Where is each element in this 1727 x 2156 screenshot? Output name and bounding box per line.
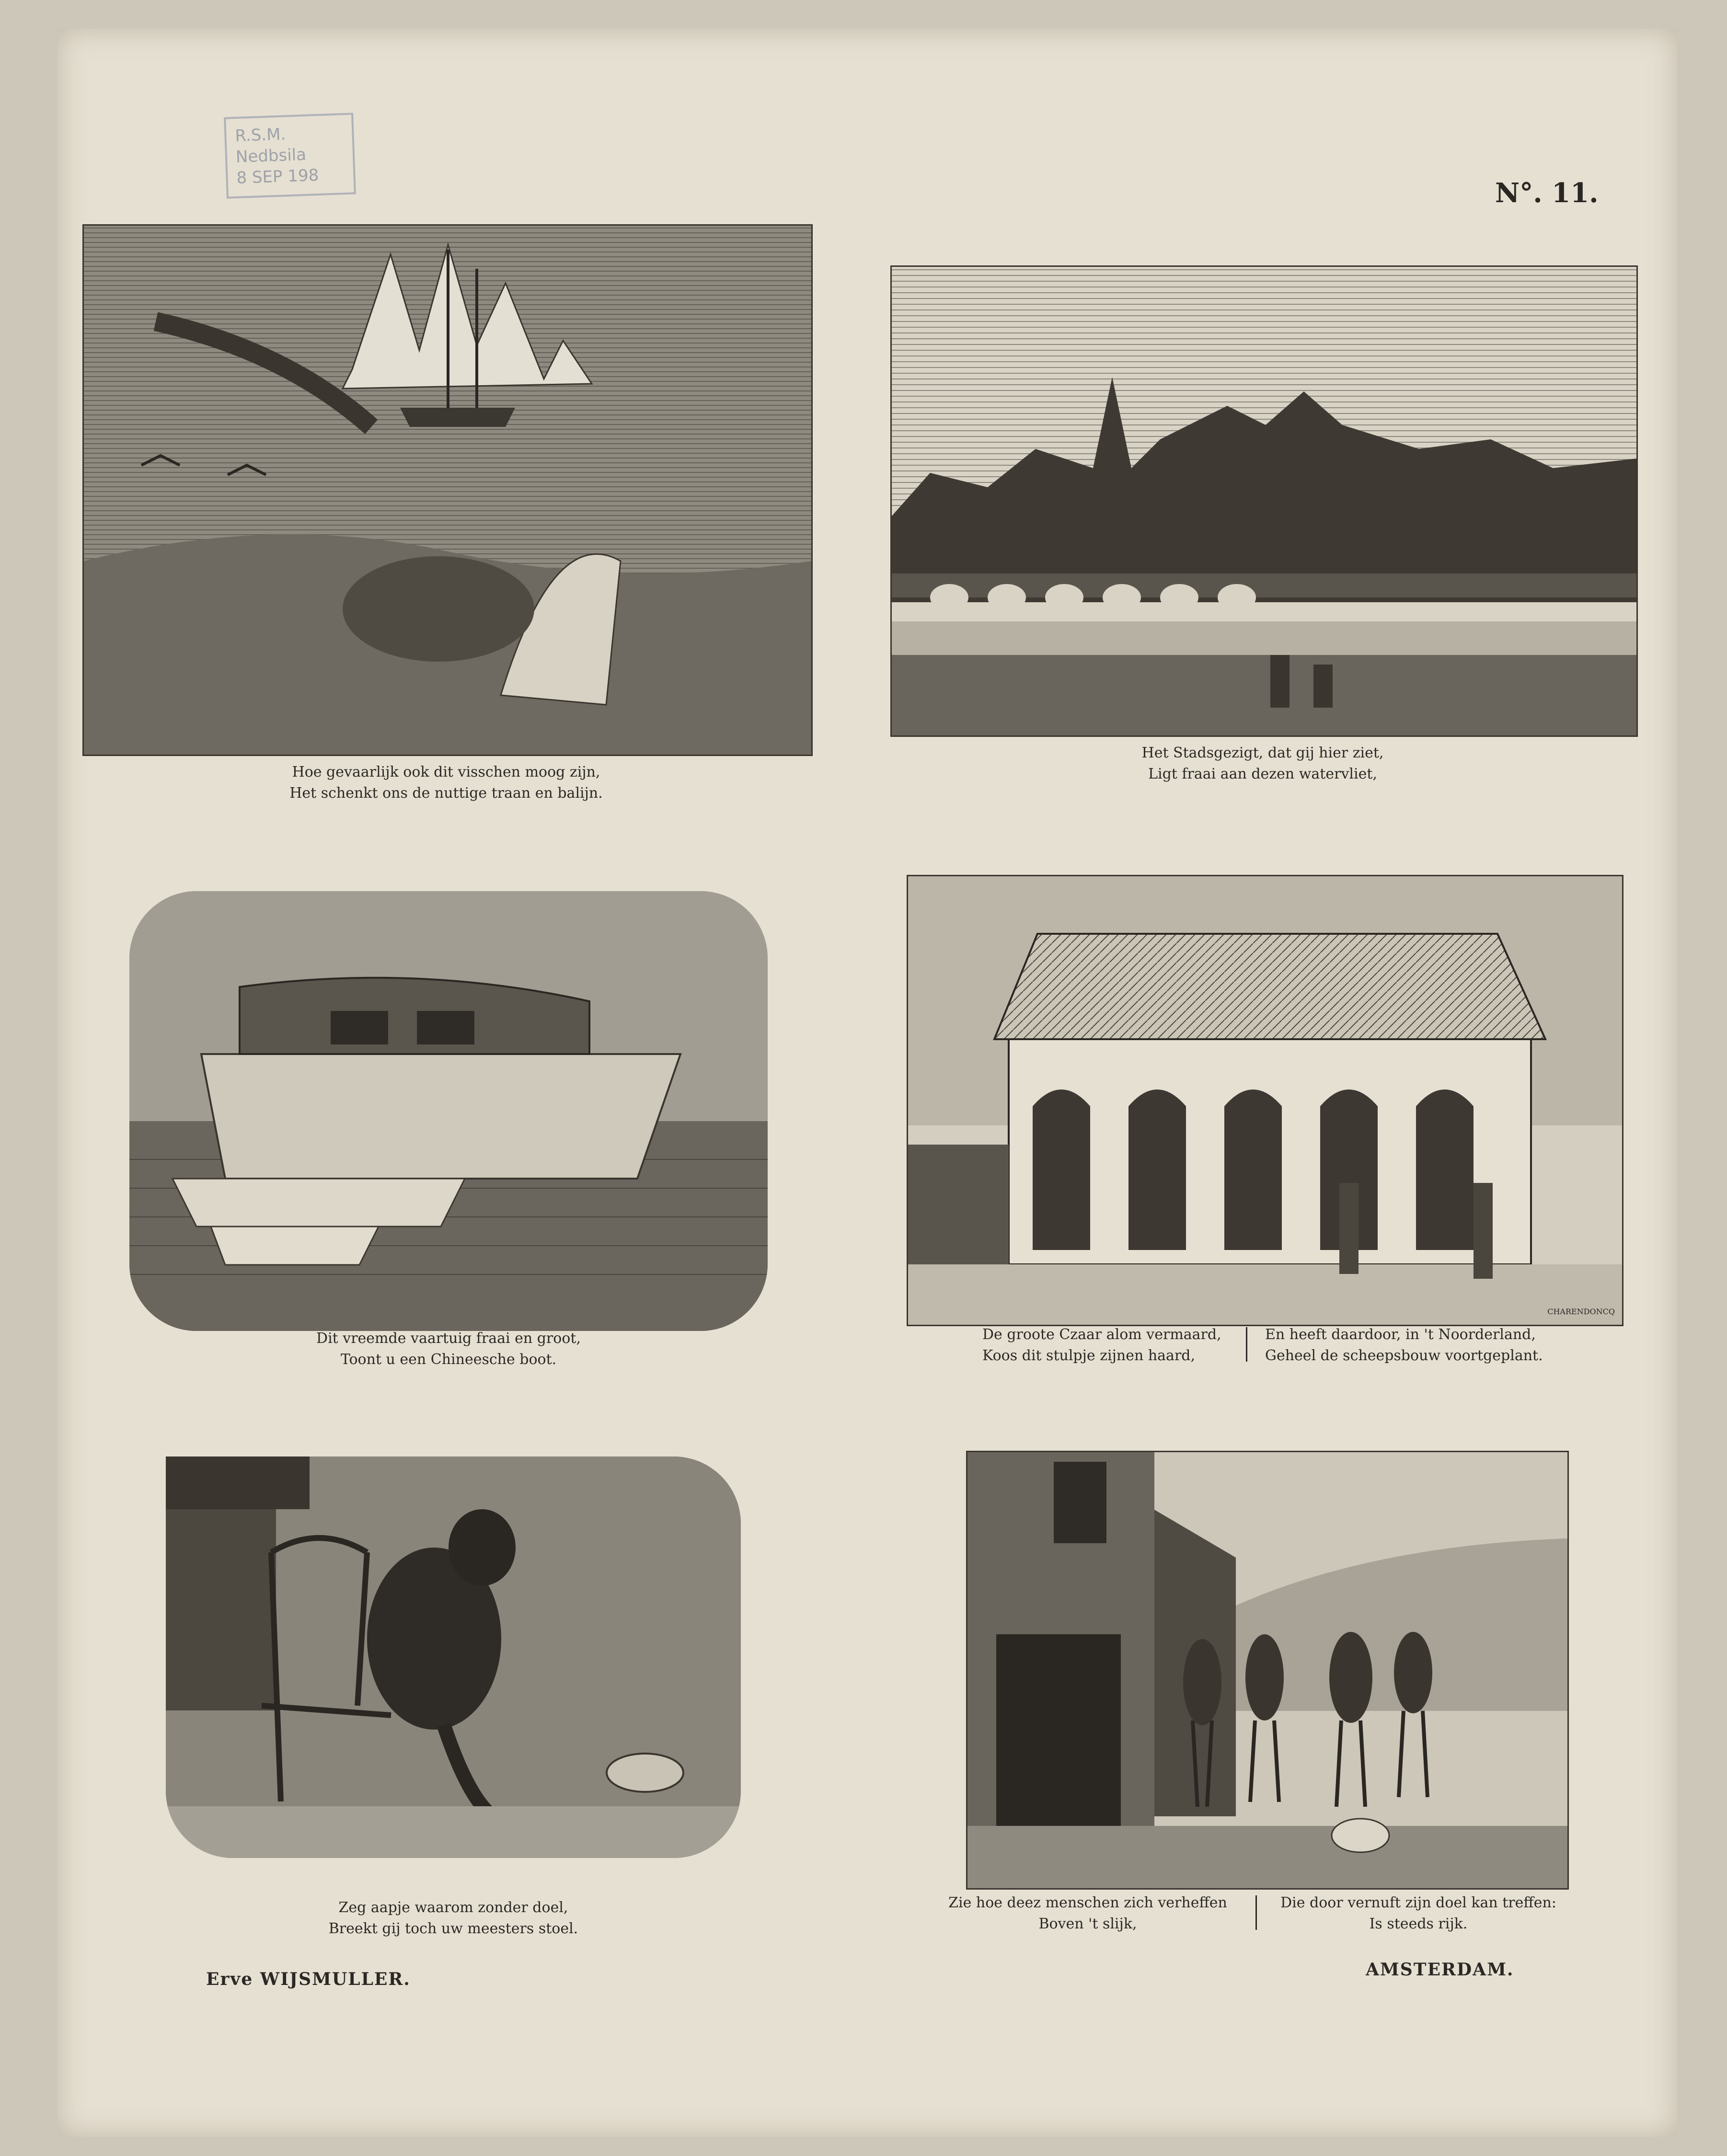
- caption-tsar-left: [982, 1324, 1241, 1366]
- caption-line: Dit vreemde vaartuig fraai en groot,: [316, 1330, 581, 1347]
- caption-line: Zie hoe deez menschen zich verheffen: [948, 1894, 1227, 1911]
- cityscape-illustration: [890, 265, 1638, 737]
- monkey-illustration: [166, 1456, 741, 1858]
- museum-stamp: [224, 113, 356, 198]
- stamp-line: 8 SEP 198: [236, 165, 319, 188]
- caption-line: Ligt fraai aan dezen watervliet,: [1148, 766, 1377, 782]
- stilt-walkers-illustration: [966, 1451, 1569, 1890]
- caption-monkey: [166, 1897, 741, 1939]
- caption-line: Hoe gevaarlijk ook dit visschen moog zijn,: [292, 764, 600, 780]
- caption-chinese-boat: [129, 1328, 768, 1370]
- stamp-line: Nedbsila: [235, 145, 307, 167]
- tsar-house-illustration: [907, 875, 1623, 1326]
- caption-line: Koos dit stulpje zijnen haard,: [982, 1347, 1196, 1364]
- stamp-line: R.S.M.: [234, 125, 286, 146]
- caption-line: Zeg aapje waarom zonder doel,: [338, 1899, 568, 1916]
- caption-line: Is steeds rijk.: [1369, 1915, 1468, 1932]
- sheet-number: N°. 11.: [1495, 177, 1599, 209]
- caption-line: Breekt gij toch uw meesters stoel.: [328, 1920, 578, 1937]
- engraver-signature: CHARENDONCQ: [1547, 1307, 1615, 1316]
- caption-stilts-right: [1270, 1892, 1567, 1935]
- caption-divider: [1246, 1327, 1247, 1362]
- caption-line: Die door vernuft zijn doel kan treffen:: [1280, 1894, 1556, 1911]
- caption-whaling: [82, 762, 810, 804]
- publisher-name: Erve WIJSMULLER.: [206, 1969, 411, 1989]
- caption-line: De groote Czaar alom vermaard,: [982, 1326, 1221, 1343]
- caption-line: Toont u een Chineesche boot.: [340, 1351, 557, 1368]
- caption-tsar-right: [1265, 1324, 1562, 1366]
- caption-cityscape: [890, 743, 1635, 785]
- publisher-city: AMSTERDAM.: [1366, 1960, 1514, 1980]
- caption-line: Boven 't slijk,: [1038, 1915, 1137, 1932]
- chinese-boat-illustration: [129, 891, 768, 1331]
- caption-line: Het Stadsgezigt, dat gij hier ziet,: [1141, 745, 1384, 761]
- caption-line: Geheel de scheepsbouw voortgeplant.: [1265, 1347, 1543, 1364]
- caption-line: Het schenkt ons de nuttige traan en balijn.: [289, 785, 603, 802]
- caption-stilts-left: [939, 1892, 1236, 1935]
- whaling-illustration: [82, 224, 813, 756]
- caption-divider: [1255, 1895, 1257, 1930]
- caption-line: En heeft daardoor, in 't Noorderland,: [1265, 1326, 1536, 1343]
